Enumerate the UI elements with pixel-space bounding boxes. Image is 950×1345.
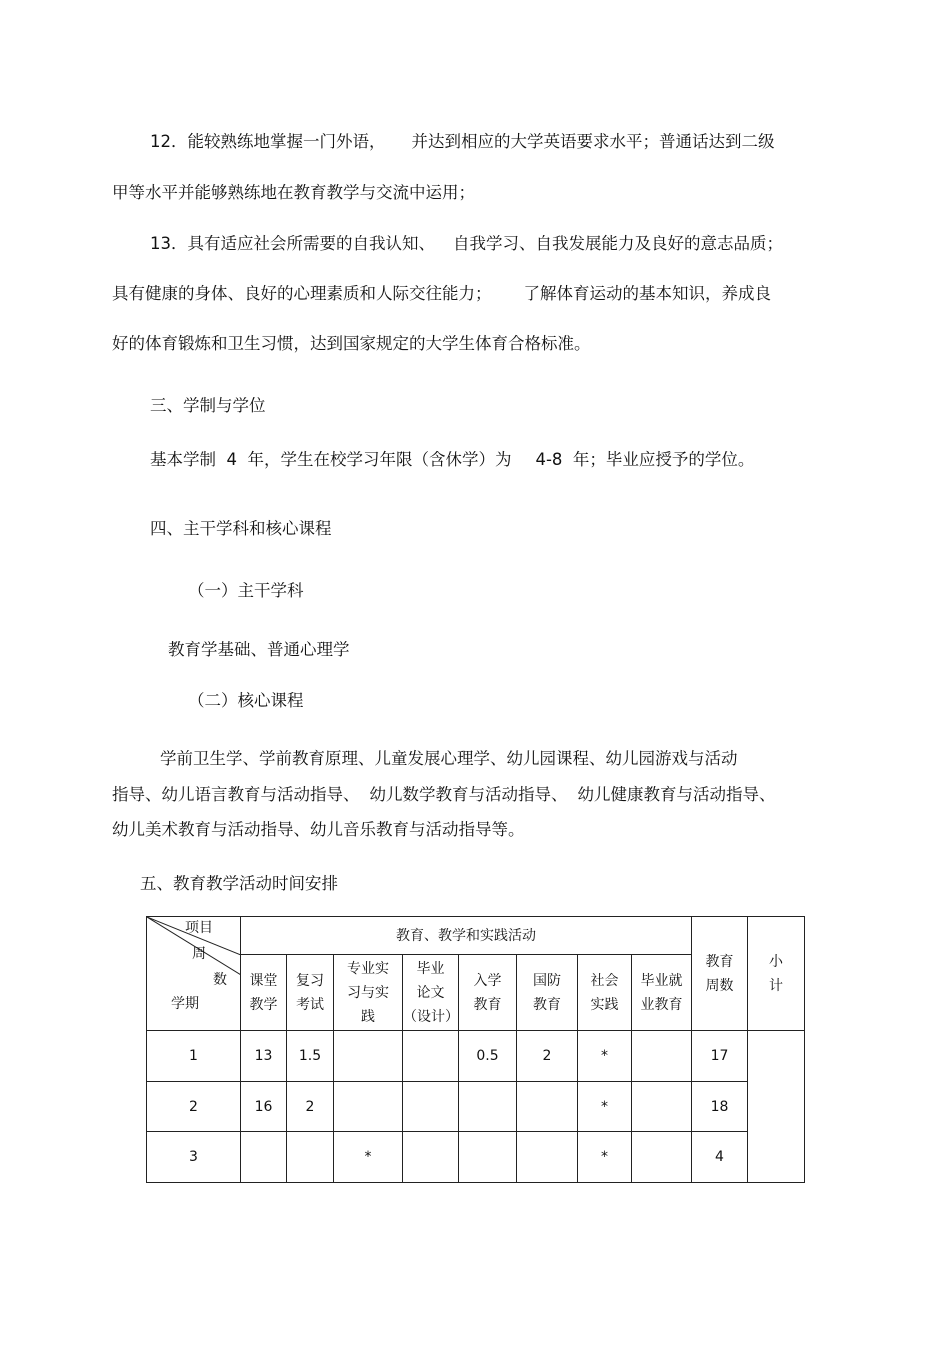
semester-cell: 3 <box>147 1132 241 1183</box>
para-13-line-1: 13．具有适应社会所需要的自我认知、 自我学习、自我发展能力及良好的意志品质； <box>150 234 783 253</box>
corner-semester-label: 学期 <box>171 996 199 1012</box>
col-header-thesis: 毕业 论文 （设计） <box>403 955 459 1031</box>
section-5-heading: 五、教育教学活动时间安排 <box>140 874 338 893</box>
semester-cell: 2 <box>147 1082 241 1132</box>
corner-count-label: 数 <box>213 972 227 988</box>
core-courses-line-3: 幼儿美术教育与活动指导、幼儿音乐教育与活动指导等。 <box>112 820 525 839</box>
col-header-defense: 国防 教育 <box>517 955 578 1031</box>
section-3-heading: 三、学制与学位 <box>150 396 266 415</box>
table-cell <box>241 1132 287 1183</box>
corner-week-label: 周 <box>192 946 206 962</box>
col-header-classroom: 课堂 教学 <box>241 955 287 1031</box>
semester-cell: 1 <box>147 1031 241 1082</box>
col-header-internship: 专业实 习与实 践 <box>334 955 403 1031</box>
corner-header-cell <box>147 917 241 1031</box>
para-12-line-2: 甲等水平并能够熟练地在教育教学与交流中运用； <box>112 183 475 202</box>
para-13-line-3: 好的体育锻炼和卫生习惯，达到国家规定的大学生体育合格标准。 <box>112 334 591 353</box>
weeks-header: 教育 周数 <box>692 917 748 1031</box>
table-cell <box>632 1082 692 1132</box>
schedule-table <box>146 916 805 1183</box>
table-cell: * <box>578 1031 632 1082</box>
weeks-cell: 4 <box>692 1132 748 1183</box>
table-cell <box>517 1082 578 1132</box>
section-4-heading: 四、主干学科和核心课程 <box>150 519 332 538</box>
table-cell <box>632 1132 692 1183</box>
col-header-social-practice: 社会 实践 <box>578 955 632 1031</box>
table-cell <box>517 1132 578 1183</box>
core-courses-line-2: 指导、幼儿语言教育与活动指导、 幼儿数学教育与活动指导、 幼儿健康教育与活动指导、 <box>112 785 776 804</box>
table-cell <box>403 1082 459 1132</box>
table-cell <box>334 1082 403 1132</box>
table-cell <box>459 1082 517 1132</box>
table-cell: 1.5 <box>287 1031 334 1082</box>
table-cell <box>403 1031 459 1082</box>
core-courses-line-1: 学前卫生学、学前教育原理、儿童发展心理学、幼儿园课程、幼儿园游戏与活动 <box>160 749 738 768</box>
table-cell <box>403 1132 459 1183</box>
table-cell <box>459 1132 517 1183</box>
table-cell <box>287 1132 334 1183</box>
col-header-employment: 毕业就 业教育 <box>632 955 692 1031</box>
subsection-1-text: 教育学基础、普通心理学 <box>168 640 350 659</box>
subsection-2-heading: （二）核心课程 <box>188 691 304 710</box>
group-header: 教育、教学和实践活动 <box>241 917 692 955</box>
table-cell: 2 <box>287 1082 334 1132</box>
table-row <box>147 1082 805 1132</box>
table-cell: * <box>334 1132 403 1183</box>
subsection-1-heading: （一）主干学科 <box>188 581 304 600</box>
table-row <box>147 1031 805 1082</box>
corner-item-label: 项目 <box>185 920 213 936</box>
table-cell: 0.5 <box>459 1031 517 1082</box>
table-cell <box>632 1031 692 1082</box>
table-cell: 2 <box>517 1031 578 1082</box>
subtotal-header: 小 计 <box>748 917 805 1031</box>
table-cell: * <box>578 1132 632 1183</box>
table-row <box>147 1132 805 1183</box>
table-cell: * <box>578 1082 632 1132</box>
col-header-enrollment: 入学 教育 <box>459 955 517 1031</box>
para-12-line-1: 12．能较熟练地掌握一门外语， 并达到相应的大学英语要求水平；普通话达到二级 <box>150 132 775 151</box>
section-3-text: 基本学制 4 年，学生在校学习年限（含休学）为 4-8 年；毕业应授予的学位。 <box>150 450 755 469</box>
col-header-review-exam: 复习 考试 <box>287 955 334 1031</box>
table-cell: 16 <box>241 1082 287 1132</box>
table-cell <box>334 1031 403 1082</box>
subtotal-cell <box>748 1031 805 1183</box>
weeks-cell: 18 <box>692 1082 748 1132</box>
table-cell: 13 <box>241 1031 287 1082</box>
para-13-line-2: 具有健康的身体、良好的心理素质和人际交往能力； 了解体育运动的基本知识，养成良 <box>112 284 771 303</box>
weeks-cell: 17 <box>692 1031 748 1082</box>
